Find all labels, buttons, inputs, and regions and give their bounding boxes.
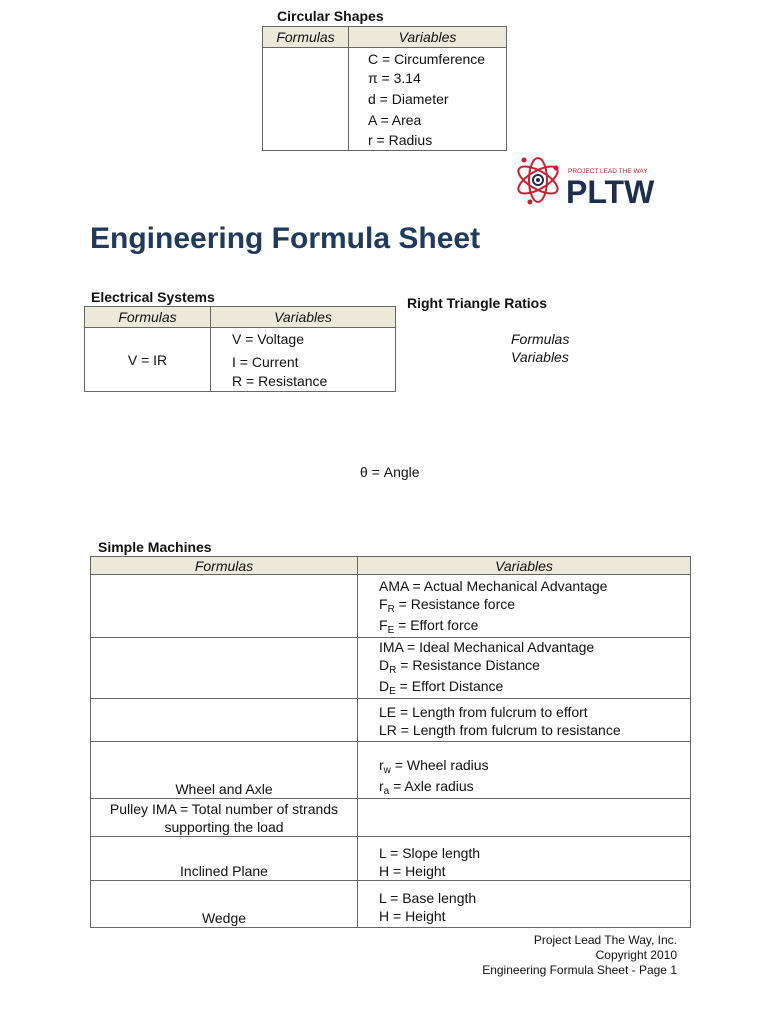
variable-symbol: D: [379, 657, 390, 673]
ideal-mechanical-advantage-row: [91, 638, 691, 699]
variables-header: Variables: [349, 27, 507, 48]
variable-circumference: C = Circumference: [368, 51, 486, 67]
ohms-law-formula: V = IR: [85, 328, 211, 392]
wheel-and-axle-row: [91, 742, 691, 799]
variable-line: IMA = Ideal Mechanical Advantage: [379, 639, 595, 655]
variables-header: Variables: [358, 557, 691, 575]
footer-page: Engineering Formula Sheet - Page 1: [482, 963, 677, 977]
variable-definition: = Wheel radius: [390, 757, 489, 773]
variable-definition: = Resistance Distance: [396, 657, 540, 673]
variable-symbol: r: [379, 778, 384, 794]
variable-subscript: E: [387, 625, 395, 636]
variables-cell: [358, 837, 691, 881]
right-triangle-heading: Right Triangle Ratios: [407, 295, 548, 311]
variable-line: [379, 756, 690, 777]
variables-cell: [211, 328, 396, 392]
variable-definition: = Resistance force: [394, 596, 516, 612]
variable-line: H = Height: [379, 863, 446, 879]
variable-symbol: D: [379, 678, 390, 694]
variable-line: LE = Length from fulcrum to effort: [379, 704, 588, 720]
variable-diameter: d = Diameter: [368, 91, 449, 107]
variables-cell: [358, 742, 691, 799]
variable-line: [379, 777, 690, 798]
variable-definition: = Effort Distance: [395, 678, 504, 694]
formula-cell: Pulley IMA = Total number of strands supporting the load: [91, 799, 358, 837]
simple-machines-heading: Simple Machines: [98, 539, 212, 555]
variables-cell: [358, 699, 691, 742]
variable-subscript: E: [389, 686, 396, 697]
variable-subscript: a: [383, 786, 390, 797]
right-triangle-variables-label: Variables: [511, 349, 569, 365]
variable-line: L = Base length: [379, 890, 477, 906]
logo-wordmark: PLTW: [566, 174, 655, 210]
variable-symbol: r: [379, 757, 384, 773]
variable-subscript: R: [387, 604, 395, 615]
variable-symbol: F: [379, 596, 388, 612]
variable-definition: = Axle radius: [389, 778, 474, 794]
footer: [482, 933, 677, 978]
right-triangle-formulas-label: Formulas: [511, 331, 570, 347]
formulas-header: Formulas: [85, 307, 211, 328]
atom-logo-icon: [510, 150, 680, 210]
formula-cell: [91, 575, 358, 638]
formulas-cell: [263, 48, 349, 151]
variables-cell: [358, 638, 691, 699]
formula-cell: Wheel and Axle: [91, 742, 358, 799]
wedge-row: [91, 881, 691, 928]
variable-line: [379, 595, 690, 616]
lever-row: [91, 699, 691, 742]
variable-line: H = Height: [379, 908, 446, 924]
formula-cell: [91, 699, 358, 742]
pulley-row: [91, 799, 691, 837]
logo-tagline: PROJECT LEAD THE WAY: [568, 168, 648, 175]
circular-shapes-table: [262, 26, 507, 151]
inclined-plane-row: [91, 837, 691, 881]
variables-cell: [358, 881, 691, 928]
variable-line: LR = Length from fulcrum to resistance: [379, 722, 621, 738]
page-title: Engineering Formula Sheet: [90, 222, 481, 255]
pltw-logo: [510, 150, 680, 210]
variable-pi: π = 3.14: [368, 70, 421, 86]
formula-cell: [91, 638, 358, 699]
variable-symbol: F: [379, 617, 388, 633]
variable-line: AMA = Actual Mechanical Advantage: [379, 578, 608, 594]
variable-subscript: R: [389, 665, 397, 676]
variable-line: [379, 616, 690, 637]
variable-subscript: w: [383, 765, 391, 776]
variables-cell: [358, 575, 691, 638]
circular-shapes-heading: Circular Shapes: [277, 8, 384, 24]
variable-voltage: V = Voltage: [232, 331, 305, 347]
formulas-header: Formulas: [91, 557, 358, 575]
formula-cell: Inclined Plane: [91, 837, 358, 881]
variable-current: I = Current: [232, 354, 299, 370]
footer-company: Project Lead The Way, Inc.: [533, 933, 677, 947]
variable-line: [379, 656, 690, 677]
electrical-systems-table: [84, 306, 396, 392]
variable-definition: = Effort force: [394, 617, 479, 633]
variable-area: A = Area: [368, 112, 422, 128]
variables-cell: [349, 48, 507, 151]
electrical-systems-heading: Electrical Systems: [91, 289, 215, 305]
variable-line: L = Slope length: [379, 845, 481, 861]
angle-variable: θ = Angle: [360, 464, 420, 480]
footer-copyright: Copyright 2010: [595, 948, 677, 962]
simple-machines-table: [90, 556, 691, 928]
mechanical-advantage-row: [91, 575, 691, 638]
variables-cell: [358, 799, 691, 837]
formula-cell: Wedge: [91, 881, 358, 928]
variables-header: Variables: [211, 307, 396, 328]
variable-radius: r = Radius: [368, 132, 433, 148]
formulas-header: Formulas: [263, 27, 349, 48]
variable-line: [379, 677, 690, 698]
variable-resistance: R = Resistance: [232, 373, 328, 389]
